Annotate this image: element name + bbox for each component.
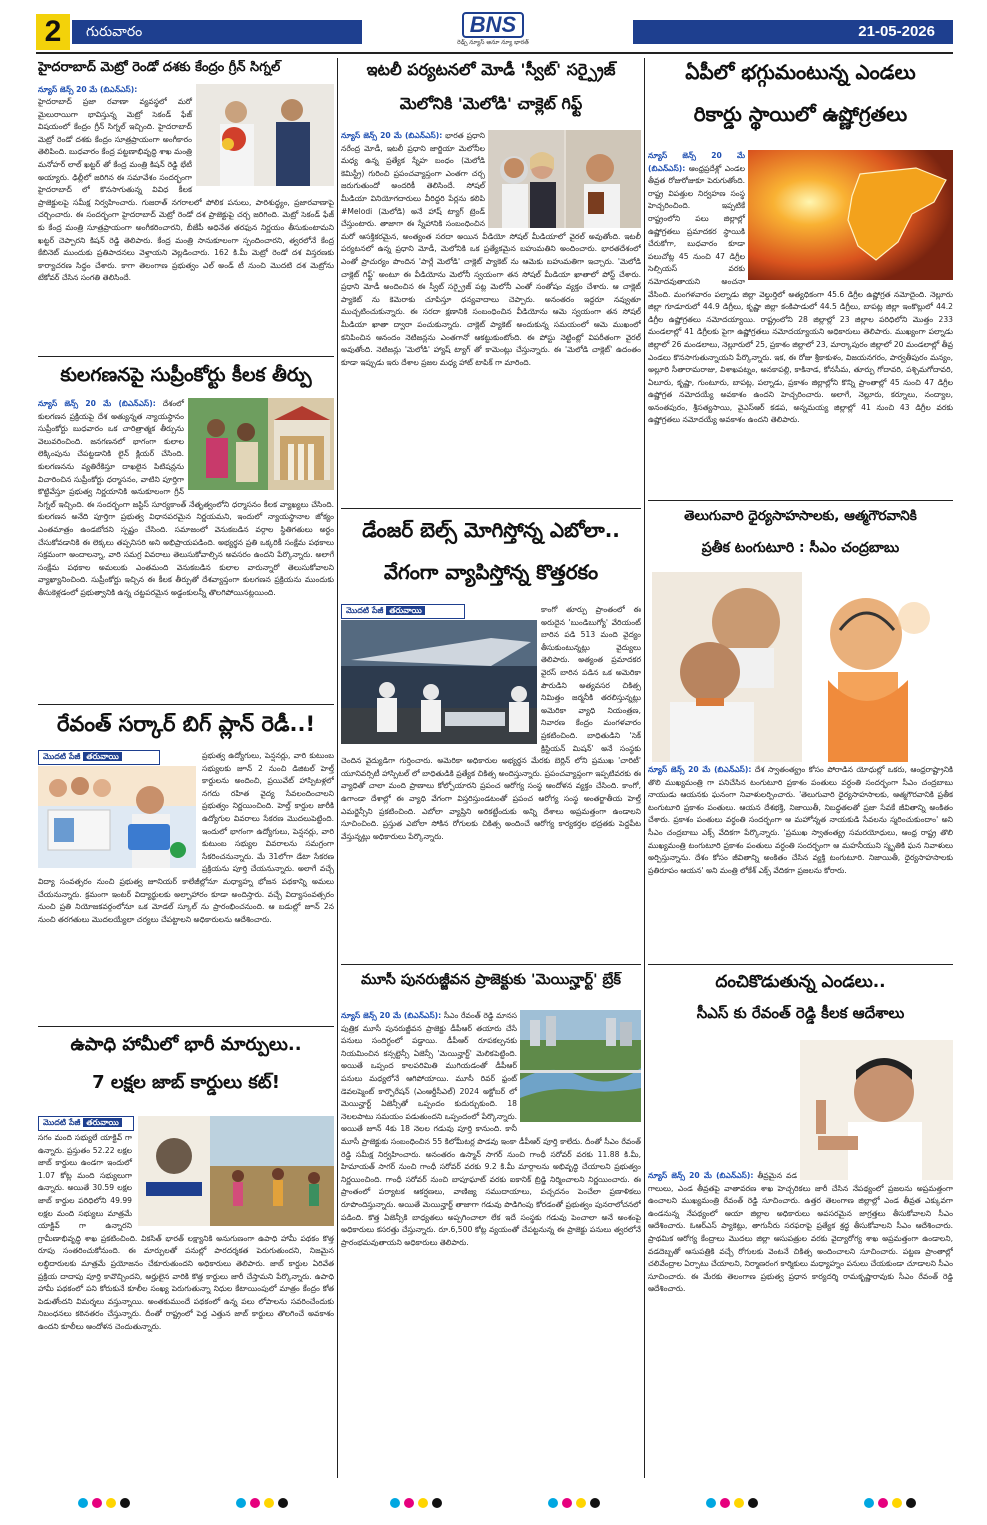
- modi-dateline: న్యూస్ జెన్స్ 20 మే (బిఎన్ఎస్):: [341, 131, 443, 140]
- census-float-space: [184, 398, 334, 494]
- modi-float-space: [485, 130, 641, 230]
- registration-marks: [78, 1498, 130, 1508]
- registration-marks: [236, 1498, 288, 1508]
- column-divider: [644, 58, 645, 1478]
- continued-tag: [38, 1116, 134, 1131]
- tag-suffix: తరువాయి: [83, 752, 121, 761]
- heat-headline-2: రికార్డు స్థాయిలో ఉష్ణోగ్రతలు: [693, 102, 908, 126]
- magenta-dot: [404, 1498, 414, 1508]
- revanth-headline: రేవంత్ సర్కార్ బిగ్ ప్లాన్ రెడీ..!: [56, 712, 316, 736]
- column-divider: [337, 58, 338, 1478]
- musi-float-space: [517, 1010, 641, 1124]
- logo-tagline: రెఢ్స్ న్యూస్ అనూ న్యూ భారత్: [457, 39, 529, 46]
- logo-text: BNS: [462, 12, 524, 38]
- modi-headline-1: ఇటలీ పర్యటనలో మోడీ 'స్వీట్' సర్ప్రైజ్: [366, 60, 616, 79]
- section-rule: [38, 1026, 334, 1027]
- page-number: 2: [36, 14, 70, 50]
- musi-dateline: న్యూస్ జెన్స్ 20 మే (బిఎన్ఎస్):: [341, 1011, 442, 1020]
- census-dateline: న్యూస్ జెన్స్ 20 మే (బిఎన్ఎస్):: [38, 399, 156, 408]
- magenta-dot: [720, 1498, 730, 1508]
- musi-body-text: సీఎం రేవంత్ రెడ్డి మానస పుత్రిక మూసీ పునరుజ్జీవన ప్రాజెక్టు డీపీఆర్ తయారు చేసే పనులు సందిగ్ధంలో పడ్డాయి. డీపీఆర్ రూపకల్పనకు నియమించిన కన్సల్టెన్సీ ఏజెన్సీ 'మెయిన్హార్ట్' మెలికపెట్టింది. అయితే ఒప్పంద కాలపరిమితి ముగియడంతో డీపీఆర్ పనులు మధ్యలోనే ఆగిపోయాయి. మూసీ రివర్ ఫ్రంట్ డెవలప్మెంట్ కార్పొరేషన్ (ఎంఆర్డీసీఎల్) 2024 అక్టోబర్ లో మెయిన్హార్ట్ ఏజెన్సీతో ఒప్పందం కుదుర్చుకుంది. 18 నెలలపాటు సమయం పడుతుందని ఒప్పందంలో పేర్కొన్నారు. అయితే జూన్ 4కు 18 నెలల గడువు పూర్తి కానుంది. కానీ మూసీ ప్రాజెక్టుకు సంబంధించిన 55 కిలోమీటర్ల పొడవు ఇంకా డీపీఆర్ పూర్తి కాలేదు. దీంతో సీఎం రేవంత్ రెడ్డి సమీక్ష నిర్వహించారు. అనంతరం ఉస్మాన్ సాగర్ నుంచి గాంధీ సరోవర్ వరకు 11.88 కి.మీ, హిమాయత్ సాగర్ నుంచి గాంధీ సరోవర్ వరకు 9.2 కి.మీ మార్గాలను అభివృద్ధి చేయాలని ప్రభుత్వం నిర్ణయించింది. గాంధీ సరోవర్ నుంచి బాపూఘాట్ వరకు ఐకానిక్ బ్రిడ్జి నిర్మించాలని నిర్ణయించారు. ఈ ప్రాంతంలో పర్యాటక ఆకర్షణలు, వాణిజ్య సముదాయాలు, పచ్చదనం పెంచేలా ప్రణాళికలు రూపొందిస్తున్నారు. అయితే మెయిన్హార్ట్ తాజాగా గడువు పొడిగింపు కోరడంతో ప్రభుత్వం పునరాలోచనలో పడింది. కొత్త ఏజెన్సీకి బాధ్యతలు అప్పగించాలా లేక ఇదే సంస్థకు గడువు పెంచాలా అనే అంశంపై అధికారులు కసరత్తు చేస్తున్నారు. రూ.6,500 కోట్ల వ్యయంతో చేపట్టనున్న ఈ ప్రాజెక్టు పనులు త్వరలోనే ప్రారంభమవుతాయని అధికారులు తెలిపారు.: [341, 1011, 641, 1247]
- heat-body: [648, 150, 953, 494]
- ebola-body: [341, 604, 641, 960]
- section-rule: [648, 964, 953, 965]
- registration-marks: [548, 1498, 600, 1508]
- tag-suffix: తరువాయి: [386, 606, 424, 615]
- cyan-dot: [706, 1498, 716, 1508]
- rain-body-text: తీవ్రమైన వడ గాలులు, ఎండ తీవ్రతపై వాతావరణ శాఖ హెచ్చరికలు జారీ చేసిన నేపథ్యంలో ప్రజలను అప్రమత్తంగా ఉంచాలని ముఖ్యమంత్రి రేవంత్ రెడ్డి సూచించారు. ఉత్తర తెలంగాణ జిల్లాల్లో ఎండ తీవ్రత ఎక్కువగా ఉండనున్న నేపథ్యంలో ఆయా జిల్లాల అధికారులు అవసరమైన జాగ్రత్తలు తీసుకోవాలని సీఎం ఆదేశించారు. ఓఆర్ఎస్ ప్యాకెట్లు, తాగునీరు సరఫరాపై ప్రత్యేక శ్రద్ధ తీసుకోవాలని సీఎం ఆదేశించారు. ప్రాథమిక ఆరోగ్య కేంద్రాలు మొదలు జిల్లా ఆసుపత్రుల వరకు వైద్యారోగ్య శాఖ అప్రమత్తంగా ఉండాలని, వడదెబ్బతో ఆసుపత్రికి వచ్చే రోగులకు వెంటనే చికిత్స అందించాలని సూచించారు. పట్టణ ప్రాంతాల్లో చలివేంద్రాల ఏర్పాటు చేయాలని, నిర్మాణరంగ కార్మికులు మధ్యాహ్నం పనులు చేయకుండా చూడాలని సీఎం సూచించారు. ఈ మేరకు తెలంగాణ ప్రభుత్వ ప్రధాన కార్యదర్శి రామకృష్ణారావుకు సీఎం రేవంత్ రెడ్డి ఆదేశించారు.: [648, 1171, 953, 1294]
- census-headline: కులగణనపై సుప్రీంకోర్టు కీలక తీర్పు: [60, 364, 312, 386]
- revanth-body: [38, 750, 334, 1020]
- bns-logo: [438, 12, 548, 52]
- metro-headline: హైదరాబాద్ మెట్రో రెండో దశకు కేంద్రం గ్రీన్ సిగ్నల్: [38, 60, 281, 75]
- section-rule: [341, 964, 641, 965]
- black-dot: [120, 1498, 130, 1508]
- section-rule: [341, 508, 641, 509]
- magenta-dot: [878, 1498, 888, 1508]
- tag-label: మొదటి పేజీ: [346, 606, 384, 615]
- modi-body: [341, 130, 641, 500]
- ebola-headline-1: డేంజర్ బెల్స్ మోగిస్తోన్న ఎబోలా..: [362, 518, 620, 542]
- yellow-dot: [734, 1498, 744, 1508]
- tag-label: మొదటి పేజీ: [43, 752, 81, 761]
- heat-dateline: న్యూస్ జెన్స్ 20 మే (బిఎన్ఎస్):: [648, 151, 745, 173]
- metro-body-text: హైదరాబాద్ ప్రజా రవాణా వ్యవస్థలో మరో మైలురాయిగా భావిస్తున్న మెట్రో సెకండ్ ఫేజ్ విషయంలో కేంద్రం గ్రీన్ సిగ్నల్ ఇచ్చింది. హైదరాబాద్ మెట్రో రెండో దశకు కేంద్రం సూత్రప్రాయంగా అంగీకారం తెలిపింది. బుధవారం కేంద్ర పట్టణాభివృద్ధి శాఖ మంత్రి మనోహర్ లాల్ ఖట్టర్ తో కేంద్ర మంత్రి కిషన్ రెడ్డి భేటీ అయ్యారు. ఢిల్లీలో జరిగిన ఈ సమావేశం సందర్భంగా హైదరాబాద్ లో కొనసాగుతున్న వివిధ కీలక ప్రాజెక్టులపై సమీక్ష నిర్వహించారు. గుజరాత్ నగరాలలో పోలిక పనులు, పారిశుద్ధ్యం, ప్రజారవాణాపై చర్చించారు. ఈ సందర్భంగా హైదరాబాద్ మెట్రో రెండో దశ ప్రాజెక్టుపై చర్చ జరిగింది. మెట్రో సెకండ్ ఫేజ్ కు కేంద్ర మంత్రి సూత్రప్రాయంగా అంగీకరించారని, బీజేపీ అధినేత తరఫున నిర్ణయం తీసుకుంటామని ఖట్టర్ చెప్పారని కిషన్ రెడ్డి తెలిపారు. కేంద్ర మంత్రి సానుకూలంగా స్పందించారని, త్వరలోనే కేంద్ర కేబినెట్ ముందుకు ప్రతిపాదనలు వెళ్తాయని వెల్లడించారు. 162 కి.మీ మెట్రో రెండో దశ విస్తరణకు కార్యాచరణ సిద్ధం చేశారు. కాగా తెలంగాణ ప్రభుత్వం ఎల్ అండ్ టీ నుంచి మొదటి దశ మెట్రోను టేకోవర్ చేసిన సంగతి తెలిసిందే.: [38, 97, 334, 283]
- tag-label: మొదటి పేజీ: [43, 1118, 81, 1127]
- heat-headline-1: ఏపీలో భగ్గుమంటున్న ఎండలు: [685, 60, 916, 84]
- naidu-tanguturi-photo: [652, 572, 953, 762]
- tag-suffix: తరువాయి: [83, 1118, 121, 1127]
- black-dot: [432, 1498, 442, 1508]
- cyan-dot: [390, 1498, 400, 1508]
- section-rule: [38, 704, 334, 705]
- yellow-dot: [576, 1498, 586, 1508]
- magenta-dot: [250, 1498, 260, 1508]
- metro-body: [38, 96, 334, 352]
- masthead: [0, 0, 987, 52]
- rain-headline-2: సీఎస్ కు రేవంత్ రెడ్డి కీలక ఆదేశాలు: [696, 1004, 905, 1022]
- rain-dateline: న్యూస్ జెన్స్ 20 మే (బిఎన్ఎస్):: [648, 1171, 754, 1180]
- nrega-body: [38, 1132, 334, 1476]
- registration-marks: [390, 1498, 442, 1508]
- black-dot: [278, 1498, 288, 1508]
- metro-float-space: [192, 96, 334, 188]
- black-dot: [906, 1498, 916, 1508]
- cyan-dot: [548, 1498, 558, 1508]
- magenta-dot: [92, 1498, 102, 1508]
- ebola-headline-2: వేగంగా వ్యాపిస్తోన్న కొత్తరకం: [383, 560, 599, 584]
- header-rule: [36, 52, 953, 54]
- issue-date: 21-05-2026: [633, 20, 953, 44]
- cyan-dot: [236, 1498, 246, 1508]
- registration-marks: [864, 1498, 916, 1508]
- ebola-float-space: [341, 604, 541, 746]
- yellow-dot: [892, 1498, 902, 1508]
- rain-headline-1: దంచికొడుతున్న ఎండలు..: [715, 972, 886, 992]
- census-body-text: దేశంలో కులగణన ప్రక్రియపై దేశ అత్యున్నత న్యాయస్థానం సుప్రీంకోర్టు బుధవారం ఒక చారిత్రాత్మక తీర్పును వెలువరించింది. జనగణనలో భాగంగా కులాల లెక్కింపును చేపట్టడానికి లైన్ క్లియర్ చేసింది. కులగణనను వ్యతిరేకిస్తూ దాఖలైన పిటిషన్లను విచారించిన సుప్రీంకోర్టు ధర్మాసనం, వాటిని పూర్తిగా కొట్టివేస్తూ ప్రభుత్వ నిర్ణయానికి అనుకూలంగా గ్రీన్ సిగ్నల్ ఇచ్చింది. ఈ సందర్భంగా జస్టిస్ సూర్యకాంత్ నేతృత్వంలోని ధర్మాసనం కీలక వ్యాఖ్యలు చేసింది. కులగణన అనేది పూర్తిగా ప్రభుత్వ విధానపరమైన నిర్ణయమని, ఇందులో న్యాయస్థానాల జోక్యం ఎంతమాత్రం ఉండబోదని స్పష్టం చేసింది. సమాజంలో వెనుకబడిన వర్గాల స్థితిగతులు అర్థం చేసుకోవడానికి ఈ లెక్కలు తప్పనిసరి అని అభిప్రాయపడింది. అభ్యర్థన ప్రతి ఒక్కరికీ సంక్షేమ పథకాలు సక్రమంగా అందాలన్నా, వారి సమగ్ర వివరాలు తెలుసుకోవాల్సిన అవసరం ఉందని పేర్కొన్నారు. అలాగే సంక్షేమ పథకాల అమలుకు ఎంతమంది వెనుకబడిన కులాల వారున్నారో తెలుసుకోవాలని వ్యాఖ్యానించింది. సుప్రీంకోర్టు ఇచ్చిన ఈ కీలక తీర్పుతో దేశవ్యాప్తంగా కులగణన ప్రక్రియను ముందుకు తీసుకెళ్లడంలో ప్రభుత్వానికి ఉన్న చట్టపరమైన అడ్డంకులన్నీ తొలగిపోయినట్లయింది.: [38, 399, 334, 597]
- black-dot: [590, 1498, 600, 1508]
- section-rule: [648, 500, 953, 501]
- nrega-headline-1: ఉపాధి హామీలో భారీ మార్పులు..: [70, 1034, 302, 1055]
- yellow-dot: [106, 1498, 116, 1508]
- section-rule: [38, 356, 334, 357]
- cyan-dot: [78, 1498, 88, 1508]
- modi-headline-2: మెలోనికి 'మెలోడి' చాక్లెట్ గిఫ్ట్: [399, 94, 583, 113]
- black-dot: [748, 1498, 758, 1508]
- revanth-float-space: [38, 750, 202, 870]
- metro-dateline: న్యూస్ జెన్స్ 20 మే (బిఎన్ఎస్):: [38, 85, 138, 94]
- naidu-headline-1: తెలుగువారి ధైర్యసాహసాలకు, ఆత్మగౌరవానికి: [684, 508, 917, 524]
- naidu-body: [648, 764, 953, 954]
- yellow-dot: [264, 1498, 274, 1508]
- heat-body-text: ఆంధ్రప్రదేశ్లో ఎండల తీవ్రత రోజురోజుకూ పెరుగుతోంది. రాష్ట్ర విపత్తుల నిర్వహణ సంస్థ హెచ్చరించింది. ఇప్పటికే రాష్ట్రంలోని పలు జిల్లాల్లో ఉష్ణోగ్రతలు ప్రమాదకర స్థాయికి చేరుకోగా, బుధవారం కూడా పలుచోట్ల 45 నుంచి 47 డిగ్రీల సెల్సియస్ వరకు నమోదవుతాయని అంచనా వేసింది. మంగళవారం పల్నాడు జిల్లా వెల్దుర్తిలో అత్యధికంగా 45.6 డిగ్రీల ఉష్ణోగ్రత నమోదైంది. నెల్లూరు జిల్లా గూడూరులో 44.9 డిగ్రీలు, కృష్ణా జిల్లా కంకిపాడులో 44.5 డిగ్రీలు, బాపట్ల జిల్లా ఇంకొల్లులో 44.2 డిగ్రీల ఉష్ణోగ్రతలు నమోదయ్యాయి. రాష్ట్రంలోని 28 జిల్లాల్లో 23 జిల్లాల పరిధిలోని మొత్తం 233 మండలాల్లో 41 డిగ్రీలకు పైగా ఉష్ణోగ్రతలు నమోదయ్యాయని అధికారులు తెలిపారు. ముఖ్యంగా పల్నాడు జిల్లాలో 26 మండలాలు, నెల్లూరులో 25, ప్రకాశం జిల్లాలో 23, మార్కాపురం జిల్లాలో 20 మండలాల్లో తీవ్ర ఎండలు కొనసాగుతున్నాయని పేర్కొన్నారు. ఇక, ఈ రోజు శ్రీకాకుళం, విజయనగరం, పార్వతీపురం మన్యం, అల్లూరి సీతారామరాజు, విశాఖపట్నం, అనకాపల్లి, కాకినాడ, కోనసీమ, తూర్పు గోదావరి, పశ్చిమగోదావరి, ఏలూరు, కృష్ణా, గుంటూరు, బాపట్ల, పల్నాడు, ప్రకాశం జిల్లాల్లోని కొన్ని ప్రాంతాల్లో 45 నుంచి 47 డిగ్రీల ఉష్ణోగ్రత నమోదయ్యే అవకాశం ఉందని హెచ్చరించారు. అలాగే, నెల్లూరు, కర్నూలు, నంద్యాల, అనంతపురం, శ్రీసత్యసాయి, వైఎస్ఆర్ కడప, అన్నమయ్య జిల్లాల్లో 41 నుంచి 43 డిగ్రీల వరకు ఉష్ణోగ్రతలు నమోదయ్యే అవకాశం ఉందని తెలిపారు.: [648, 163, 953, 425]
- magenta-dot: [562, 1498, 572, 1508]
- registration-marks: [706, 1498, 758, 1508]
- musi-body: [341, 1010, 641, 1476]
- heat-float-space: [745, 150, 953, 282]
- cyan-dot: [864, 1498, 874, 1508]
- day-label: గురువారం: [72, 20, 362, 44]
- naidu-body-text: దేశ స్వాతంత్య్రం కోసం పోరాడిన యోధుల్లో ఒకరు, ఆంధ్రరాష్ట్రానికి తొలి ముఖ్యమంత్రి గా పనిచేసిన టంగుటూరి ప్రకాశం పంతులు వర్ధంతి సందర్భంగా సీఎం చంద్రబాబు నాయుడు ఆయనకు ఘనంగా నివాళులర్పించారు. 'తెలుగువారి ధైర్యసాహసాలకు, ఆత్మగౌరవానికి ప్రతీక టంగుటూరి ప్రకాశం పంతులు. ఆయన దేశభక్తి, నిజాయితీ, నిబద్ధతలతో ప్రజా సేవకే జీవితాన్ని అంకితం చేశారు. ప్రకాశం పంతులు వర్ధంతి సందర్భంగా ఆ మహోన్నత నాయకుడి సేవలను స్మరించుకుందాం' అని సీఎం చంద్రబాబు ఎక్స్ వేదికగా పేర్కొన్నారు. 'ప్రముఖ స్వాతంత్య్ర సమరయోధులు, ఆంధ్ర రాష్ట్ర తొలి ముఖ్యమంత్రి టంగుటూరి ప్రకాశం పంతులు వర్ధంతి సందర్భంగా ఆ మహనీయుని స్మృతికి ఘన నివాళులు అర్పిస్తున్నాను. దేశం కోసం జీవితాన్ని అంకితం చేసిన వ్యక్తి టంగుటూరి. నిజాయితీ, ధైర్యసాహసాలకు ప్రతిరూపం ఆయన' అని మంత్రి లోకేశ్ ఎక్స్ వేదికగా ప్రజలను కోరారు.: [648, 765, 953, 875]
- modi-body-text: భారత ప్రధాని నరేంద్ర మోడీ, ఇటలీ ప్రధాని జార్జియా మెలోనీల మధ్య ఉన్న ప్రత్యేక స్నేహ బంధం (మెలోడి కెమిస్ట్రీ) గురించి ప్రపంచవ్యాప్తంగా ఎంతగా చర్చ జరుగుతుందో అందరికీ తెలిసిందే. సోషల్ మీడియా వినియోగదారులు వీరిద్దరి పేర్లను కలిపి #Melodi (మెలోడి) అనే హాష్ ట్యాగ్ ట్రెండ్ చేస్తుంటారు. తాజాగా ఈ స్నేహానికి సంబంధించిన మరో ఆసక్తికరమైన, అంత్యంత సరదా అయిన వీడియో సోషల్ మీడియాలో వైరల్ అవుతోంది. ఇటలీ పర్యటనలో ఉన్న ప్రధాని మోడీ, మెలోనికి ఒక ప్రత్యేకమైన బహుమతిని అందించారు. భారతదేశంలో ఎంతో ప్రాచుర్యం పొందిన 'పార్లే మెలోడి' చాక్లెట్ ప్యాకెట్ ను ఆమెకు బహుమతిగా ఇచ్చారు. 'మెలోడి చాక్లెట్ గిఫ్ట్' అంటూ ఈ వీడియోను మెలోనీ స్వయంగా తన సోషల్ మీడియా ఖాతాలో పోస్ట్ చేశారు. ప్రధాని మోడీ అందించిన ఈ స్వీట్ సర్ప్రైజ్ పట్ల మెలోనీ ఎంతో సంతోషం వ్యక్తం చేశారు. ఆ చాక్లెట్ ప్యాకెట్ ను కెమెరాకు చూపిస్తూ ధన్యవాదాలు చెప్పారు. అనంతరం ఇద్దరూ నవ్వుతూ ముచ్చటించుకున్నారు. ఈ సరదా క్షణానికి సంబంధించిన వీడియోను ఆమె స్వయంగా తన సోషల్ మీడియా ఖాతా ద్వారా పంచుకున్నారు. చాక్లెట్ ప్యాకెట్ అందుకున్న సమయంలో ఆమె ముఖంలో కనిపించిన ఆనందం నెటిజన్లను ఎంతగానో ఆకట్టుకుంటోంది. ఈ పోస్టు నెట్టింట్లో విపరీతంగా వైరల్ అవుతోంది. నెటిజన్లు 'మెలోడి' హ్యాష్ ట్యాగ్ తో కామెంట్లు చేస్తున్నారు. ఈ 'మెలోడి చాక్లెట్' ఉదంతం కూడా ఇప్పుడు ఇరు దేశాల ప్రజల మధ్య హాట్ టాపిక్ గా మారింది.: [341, 131, 641, 367]
- ebola-body-text: కాంగో తూర్పు ప్రాంతంలో ఈ అరుదైన 'బుండిబుగ్యో' వేరియంట్ బారిన పడి 513 మంది వైద్యం తీసుకుంటున్నట్లు వైద్యులు తెలిపారు. అత్యంత ప్రమాదకర వైరస్ బారిన పడిన ఒక అమెరికా పౌరుడిని అత్యవసర చికిత్స నిమిత్తం జర్మనీకి తరలిస్తున్నట్లు అమెరికా వ్యాధి నియంత్రణ, నివారణ కేంద్రం మంగళవారం ప్రకటించింది. బాధితుడిని 'సెక్ క్రిస్టియన్ మిషన్' అనే సంస్థకు చెందిన వైద్యుడిగా గుర్తించారు. అమెరికా అధికారుల అభ్యర్థన మేరకు బెర్లిన్ లోని ప్రముఖ 'చారిటీ' యూనివర్సిటీ హాస్పిటల్ లో బాధితుడికి ప్రత్యేక చికిత్స అందిస్తున్నారు. ప్రపంచవ్యాప్తంగా ఇప్పటివరకు ఈ వ్యాధితో చాలా మంది ప్రాణాలు కోల్పోయారని ప్రపంచ ఆరోగ్య సంస్థ ఆందోళన వ్యక్తం చేసింది. కాంగో, ఉగాండా దేశాల్లో ఈ వ్యాధి వేగంగా విస్తరిస్తుండటంతో ప్రపంచ ఆరోగ్య సంస్థ అంతర్జాతీయ హెల్త్ ఎమర్జెన్సీని ప్రకటించింది. ఎబోలా వ్యాప్తిని అరికట్టేందుకు అన్ని దేశాలు అప్రమత్తంగా ఉండాలని సూచించింది. ప్రస్తుత ఎబోలా సోకిన రోగులకు చికిత్స అందించే ఆరోగ్య కార్యకర్తల భద్రతకు పెద్దపీట వేస్తున్నట్లు అధికారులు పేర్కొన్నారు.: [341, 605, 641, 841]
- rain-body: [648, 1040, 953, 1476]
- rain-float-space: [797, 1040, 953, 1182]
- revanth-body-text: ప్రభుత్వ ఉద్యోగులు, పెన్షనర్లు, వారి కుటుంబ సభ్యులకు జూన్ 2 నుంచి డిజిటల్ హెల్త్ కార్డులను అందించి, ప్రయివేట్ హాస్పిటళ్లలో నగదు రహిత వైద్య సేవలందించాలని ప్రభుత్వం నిర్ణయించింది. హెల్త్ కార్డుల జారీకి ఉద్యోగుల వివరాలు సేకరణ మొదలుపెట్టింది. ఇందులో భాగంగా ఉద్యోగులు, పెన్షనర్లు, వారి కుటుంబ సభ్యుల వివరాలను సమగ్రంగా సేకరించనున్నారు. మే 31లోగా డేటా సేకరణ ప్రక్రియను పూర్తి చేయనున్నారు. అలాగే వచ్చే విద్యా సంవత్సరం నుంచి ప్రభుత్వ జూనియర్ కాలేజీల్లోనూ మధ్యాహ్న భోజన పథకాన్ని అమలు చేయనున్నారు. క్రమంగా ఇంటర్ విద్యార్థులకు అల్పాహారం కూడా అందిస్తారు. వచ్చే విద్యాసంవత్సరం నుంచి ప్రతి నియోజకవర్గంలోనూ ఒక మోడల్ స్కూల్ ను ప్రారంభించనుంది. ఆ బడుల్లో జూన్ 2న నుంచి తరగతులు మొదలయ్యేలా చర్యలు చేపట్టాలని అధికారులను ఆదేశించారు.: [38, 751, 334, 924]
- nrega-body-text: సగం మంది సభ్యులే యాక్టివ్ గా ఉన్నారు. ప్రస్తుతం 52.22 లక్షల జాబ్ కార్డులు ఉండగా ఇందులో 1.07 కోట్ల మంది సభ్యులుగా ఉన్నారు. అయితే 30.59 లక్షల జాబ్ కార్డుల పరిధిలోని 49.99 లక్షల మంది సభ్యులు మాత్రమే యాక్టివ్ గా ఉన్నారని గ్రామీణాభివృద్ధి శాఖ ప్రకటించింది. వికసిత్ భారత్ లక్ష్యానికి అనుగుణంగా ఉపాధి హామీ పథకం కొత్త రూపు సంతరించుకోనుంది. ఈ మార్పులతో పనుల్లో పారదర్శకత పెరుగుతుందని, నిజమైన లబ్ధిదారులకు మాత్రమే ప్రయోజనం చేకూరుతుందని అధికారులు తెలిపారు. జాబ్ కార్డుల ఏరివేత ప్రక్రియ దాదాపు పూర్తి కావొచ్చిందని, అర్హులైన వారికి కొత్త కార్డులు జారీ చేస్తామని పేర్కొన్నారు. ఉపాధి హామీ పథకంలో పని కోరుకునే కూలీల సంఖ్య పెరుగుతున్నా నిధుల కేటాయింపులో మాత్రం కేంద్రం కోత పెడుతోందని విమర్శలు వస్తున్నాయి. అంతకుముందే పథకంలో ఉన్న పలు లోపాలను సవరించేందుకు నిబంధనలు కఠినతరం చేస్తున్నారు. దీంతో రాష్ట్రంలో పెద్ద ఎత్తున జాబ్ కార్డులు తొలగించే అవకాశం ఉందని కూలీలు ఆందోళన చెందుతున్నారు.: [38, 1133, 334, 1331]
- naidu-dateline: న్యూస్ జెన్స్ 20 మే (బిఎన్ఎస్):: [648, 765, 752, 774]
- naidu-headline-2: ప్రతీక టంగుటూరి : సీఎం చంద్రబాబు: [701, 540, 900, 556]
- nrega-headline-2: 7 లక్షల జాబ్ కార్డులు కట్!: [92, 1072, 280, 1093]
- nrega-float-space: [132, 1132, 334, 1230]
- census-body: [38, 398, 334, 700]
- musi-headline: మూసీ పునరుజ్జీవన ప్రాజెక్టుకు 'మెయిన్హార్ట్' బ్రేక్: [361, 972, 621, 988]
- yellow-dot: [418, 1498, 428, 1508]
